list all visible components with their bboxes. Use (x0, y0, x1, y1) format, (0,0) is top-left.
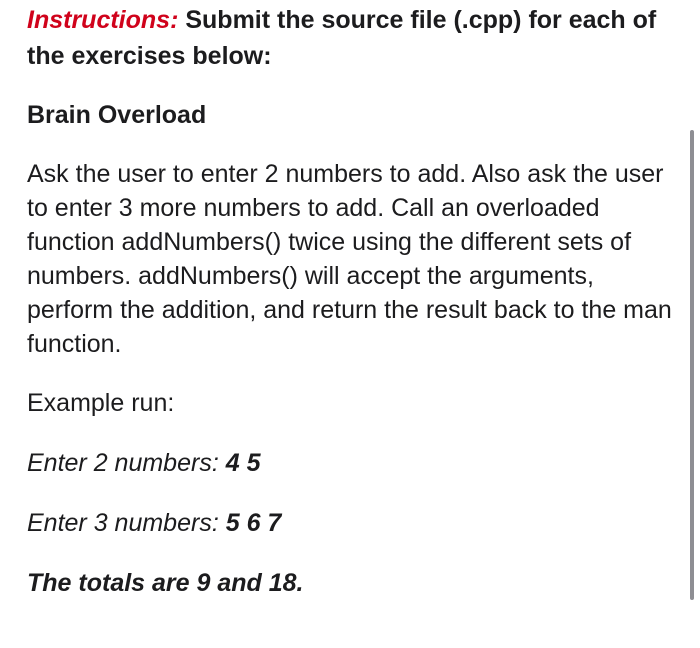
instructions-text: Submit the source file (.cpp) for each of the exercises below: (27, 6, 657, 70)
example-label: Example run: (27, 389, 175, 417)
document-body (27, 0, 677, 601)
result-line: The totals are 9 and 18. (27, 569, 304, 597)
prompt-1: Enter 2 numbers: (27, 449, 226, 477)
example-line-2 (27, 505, 677, 541)
input-2: 5 6 7 (225, 509, 282, 537)
example-line-1 (27, 445, 677, 481)
exercise-description: Ask the user to enter 2 numbers to add. Also ask the user to enter 3 more numbers to add. Call an overloaded function addNumbers() twice using the different sets of numbers. addNumbers() will accept the arguments, perform the addition, and return the result back to the man function. (27, 160, 672, 358)
instructions-paragraph (27, 2, 677, 74)
instructions-label: Instructions: (27, 6, 179, 34)
prompt-2: Enter 3 numbers: (27, 509, 226, 537)
exercise-title: Brain Overload (27, 101, 207, 129)
vertical-scrollbar[interactable] (690, 130, 694, 600)
input-1: 4 5 (225, 449, 261, 477)
